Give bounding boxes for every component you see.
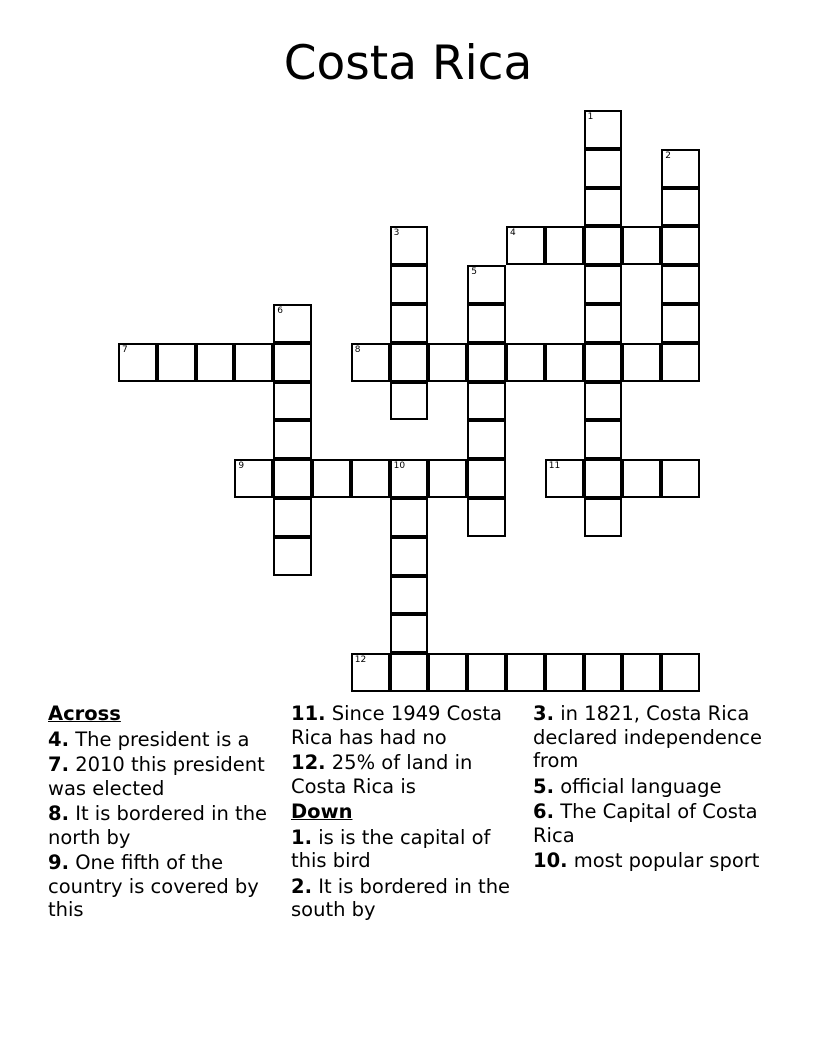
grid-cell[interactable] — [390, 304, 429, 343]
grid-cell[interactable] — [234, 343, 273, 382]
cell-number: 12 — [354, 655, 367, 666]
grid-cell[interactable] — [428, 459, 467, 498]
grid-cell[interactable] — [390, 653, 429, 692]
grid-cell[interactable] — [661, 188, 700, 227]
across-clue — [48, 728, 286, 752]
down-clue — [291, 826, 529, 873]
clue-text: 25% of land in Costa Rica is — [291, 751, 473, 798]
grid-cell[interactable] — [118, 343, 157, 382]
clue-number: 10. — [533, 849, 568, 872]
clue-text: 2010 this president was elected — [48, 753, 265, 800]
cell-number: 3 — [393, 228, 400, 239]
grid-cell[interactable] — [584, 149, 623, 188]
cell-number: 2 — [665, 150, 671, 161]
grid-cell[interactable] — [157, 343, 196, 382]
down-clue — [533, 849, 771, 873]
grid-cell[interactable] — [584, 188, 623, 227]
down-clue — [533, 702, 771, 773]
grid-cell[interactable] — [273, 382, 312, 421]
grid-cell[interactable] — [428, 653, 467, 692]
grid-cell[interactable] — [584, 265, 623, 304]
grid-cell[interactable] — [661, 265, 700, 304]
clue-number: 11. — [291, 702, 326, 725]
grid-cell[interactable] — [390, 576, 429, 615]
grid-cell[interactable] — [622, 343, 661, 382]
grid-cell[interactable] — [390, 265, 429, 304]
grid-cell[interactable] — [196, 343, 235, 382]
grid-cell[interactable] — [428, 343, 467, 382]
grid-cell[interactable] — [506, 226, 545, 265]
cell-number: 5 — [471, 267, 477, 278]
grid-cell[interactable] — [351, 653, 390, 692]
clue-number: 6. — [533, 800, 554, 823]
grid-cell[interactable] — [273, 498, 312, 537]
grid-cell[interactable] — [545, 653, 584, 692]
grid-cell[interactable] — [545, 226, 584, 265]
clue-text: The president is a — [75, 727, 250, 751]
grid-cell[interactable] — [273, 537, 312, 576]
clue-number: 3. — [533, 702, 554, 725]
grid-cell[interactable] — [661, 226, 700, 265]
grid-cell[interactable] — [584, 420, 623, 459]
clue-text: It is bordered in the south by — [291, 874, 511, 921]
grid-cell[interactable] — [467, 498, 506, 537]
clue-number: 8. — [48, 802, 69, 825]
clue-number: 2. — [291, 874, 312, 898]
grid-cell[interactable] — [390, 382, 429, 421]
cell-number: 11 — [548, 461, 561, 472]
grid-cell[interactable] — [351, 459, 390, 498]
cell-number: 8 — [354, 344, 361, 355]
grid-cell[interactable] — [467, 420, 506, 459]
clue-text: The Capital of Costa Rica — [533, 800, 758, 847]
clue-text: It is bordered in the north by — [48, 802, 268, 849]
grid-cell[interactable] — [351, 343, 390, 382]
clue-number: 7. — [48, 753, 69, 776]
down-clue — [533, 775, 771, 799]
down-clue — [533, 800, 771, 847]
grid-cell[interactable] — [584, 459, 623, 498]
clue-number: 4. — [48, 727, 69, 751]
grid-cell[interactable] — [390, 498, 429, 537]
clue-text: is is the capital of this bird — [291, 825, 491, 872]
puzzle-title: Costa Rica — [283, 36, 533, 91]
grid-cell[interactable] — [234, 459, 273, 498]
clue-number: 1. — [291, 825, 312, 849]
clue-column-1 — [48, 702, 286, 924]
clue-column-3 — [533, 702, 771, 875]
grid-cell[interactable] — [273, 343, 312, 382]
down-heading: Down — [291, 800, 353, 823]
grid-cell[interactable] — [467, 304, 506, 343]
across-clue — [291, 702, 529, 749]
grid-cell[interactable] — [273, 304, 312, 343]
clue-text: Since 1949 Costa Rica has had no — [291, 702, 502, 749]
grid-cell[interactable] — [661, 304, 700, 343]
grid-cell[interactable] — [390, 537, 429, 576]
clue-text: official language — [560, 774, 722, 798]
grid-cell[interactable] — [584, 226, 623, 265]
grid-cell[interactable] — [584, 304, 623, 343]
across-clue — [48, 851, 286, 922]
grid-cell[interactable] — [273, 459, 312, 498]
grid-cell[interactable] — [622, 459, 661, 498]
grid-cell[interactable] — [467, 343, 506, 382]
grid-cell[interactable] — [622, 653, 661, 692]
across-clue — [48, 802, 286, 849]
grid-cell[interactable] — [661, 653, 700, 692]
clue-column-2 — [291, 702, 529, 924]
grid-cell[interactable] — [390, 343, 429, 382]
across-clue — [48, 753, 286, 800]
across-clue — [291, 751, 529, 798]
cell-number: 9 — [238, 461, 245, 472]
clue-text: most popular sport — [573, 849, 760, 872]
grid-cell[interactable] — [390, 614, 429, 653]
grid-cell[interactable] — [622, 226, 661, 265]
grid-cell[interactable] — [584, 343, 623, 382]
clue-text: One fifth of the country is covered by this — [48, 851, 259, 921]
across-heading: Across — [48, 702, 121, 725]
grid-cell[interactable] — [584, 382, 623, 421]
grid-cell[interactable] — [506, 343, 545, 382]
grid-cell[interactable] — [545, 343, 584, 382]
cell-number: 10 — [393, 461, 406, 472]
grid-cell[interactable] — [273, 420, 312, 459]
clue-number: 12. — [291, 751, 326, 774]
grid-cell[interactable] — [661, 343, 700, 382]
grid-cell[interactable] — [467, 653, 506, 692]
cell-number: 1 — [587, 112, 594, 122]
grid-cell[interactable] — [390, 459, 429, 498]
grid-cell[interactable] — [467, 265, 506, 304]
grid-cell[interactable] — [312, 459, 351, 498]
grid-cell[interactable] — [545, 459, 584, 498]
grid-cell[interactable] — [584, 110, 623, 149]
clue-number: 9. — [48, 851, 69, 874]
grid-cell[interactable] — [506, 653, 545, 692]
grid-cell[interactable] — [584, 498, 623, 537]
grid-cell[interactable] — [584, 653, 623, 692]
cell-number: 7 — [122, 344, 128, 355]
down-clue — [291, 875, 529, 922]
cell-number: 4 — [510, 228, 516, 239]
grid-cell[interactable] — [390, 226, 429, 265]
cell-number: 6 — [277, 306, 283, 316]
grid-cell[interactable] — [661, 459, 700, 498]
clue-number: 5. — [533, 774, 554, 798]
grid-cell[interactable] — [661, 149, 700, 188]
grid-cell[interactable] — [467, 459, 506, 498]
grid-cell[interactable] — [467, 382, 506, 421]
clue-text: in 1821, Costa Rica declared independence from — [533, 702, 762, 772]
